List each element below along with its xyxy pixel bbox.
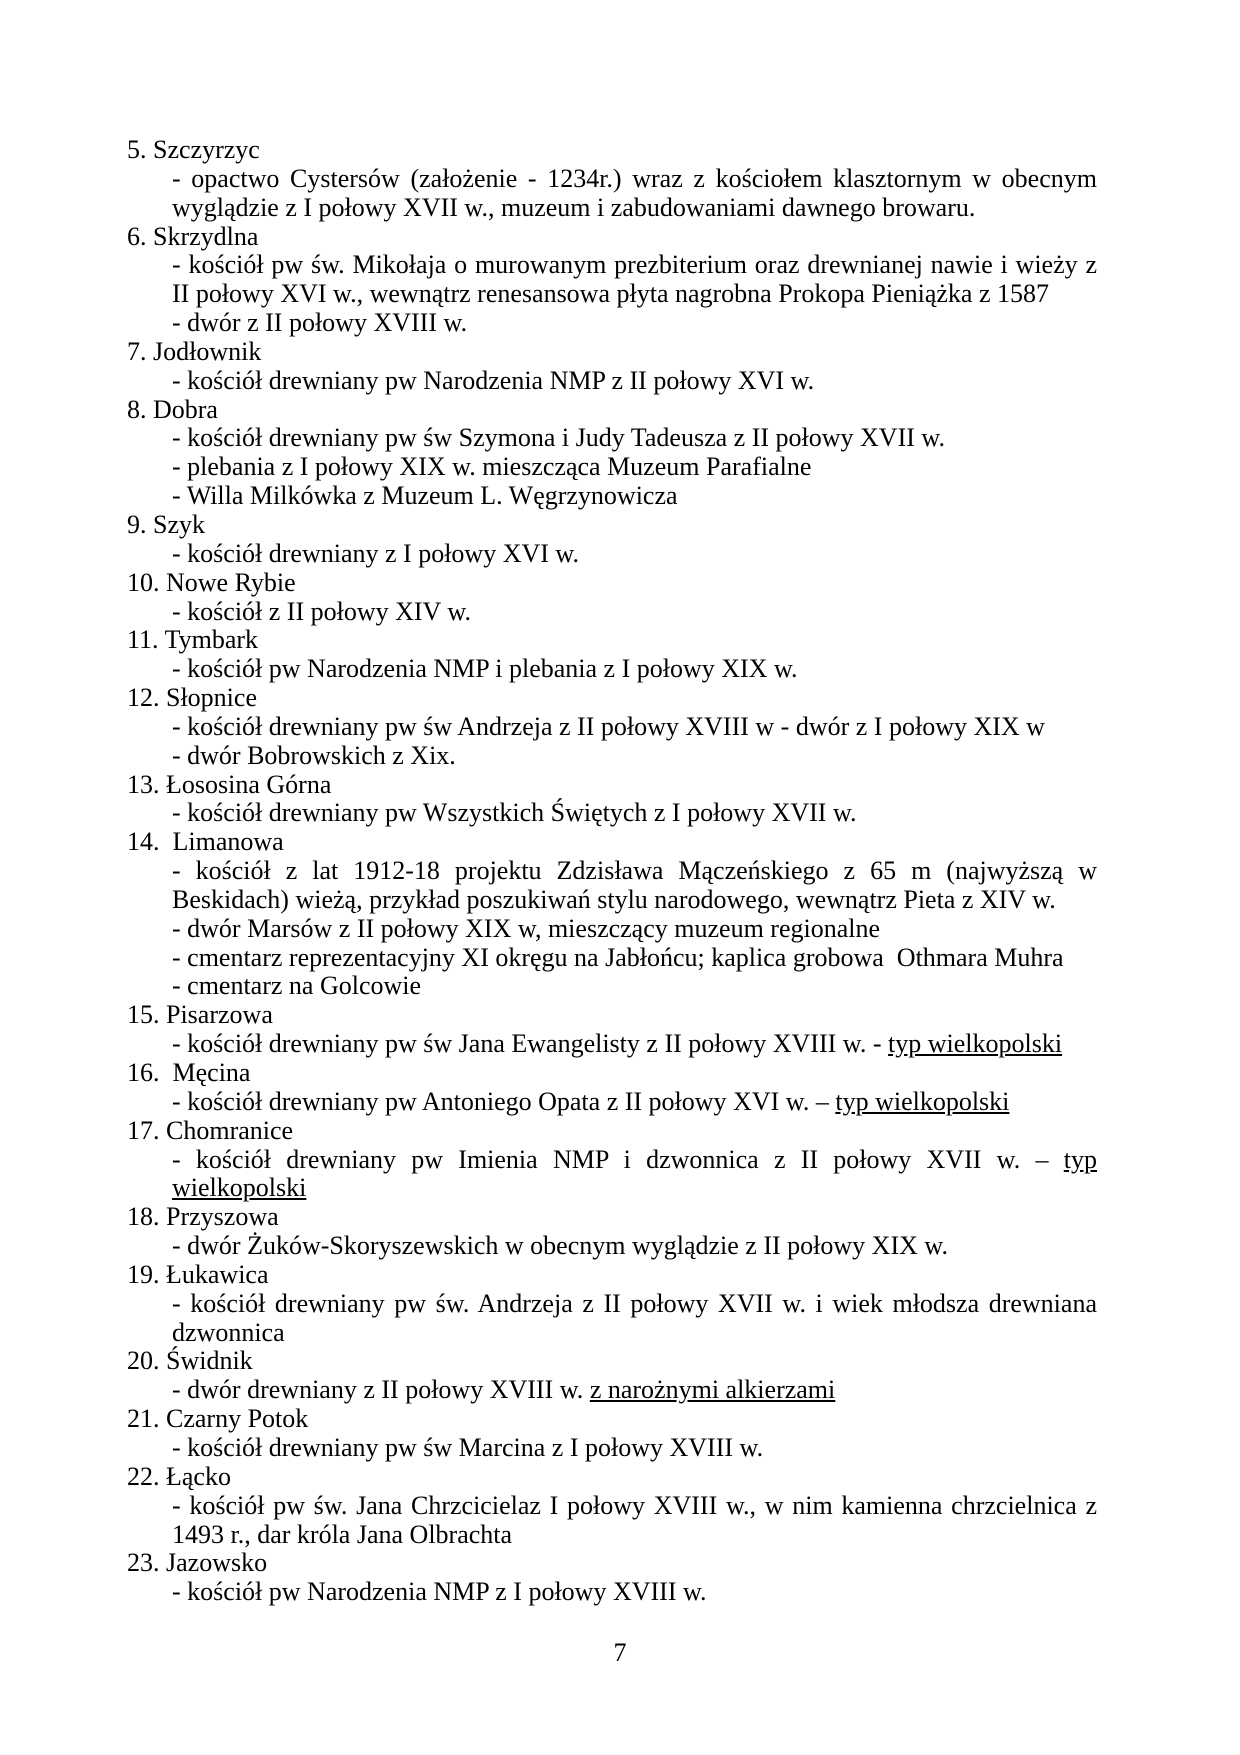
- line-text: - kościół z II połowy XIV w.: [172, 596, 471, 626]
- line-text: - kościół pw Narodzenia NMP i plebania z I połowy XIX w.: [172, 654, 798, 684]
- line-text: - kościół pw św. Jana Chrzcicielaz I połowy XVIII w., w nim kamienna chrzcielnica z: [172, 1490, 1097, 1520]
- list-item-title: 5. Szczyrzyc: [127, 135, 260, 164]
- list-item-title: 7. Jodłownik: [127, 336, 262, 366]
- line-text: - kościół pw św. Mikołaja o murowanym prezbiterium oraz drewnianej nawie i wieży z: [172, 250, 1097, 280]
- list-item-line: [127, 540, 1097, 569]
- list-item: [127, 396, 1097, 511]
- line-text: - kościół z lat 1912-18 projektu Zdzisława Mączeńskiego z 65 m (najwyższą w: [172, 856, 1097, 886]
- list-item: [127, 511, 1097, 569]
- list-item-line: [127, 1146, 1097, 1175]
- list-item-line: [127, 251, 1097, 280]
- underlined-text: typ wielkopolski: [835, 1086, 1010, 1116]
- list-item: [127, 136, 1097, 223]
- list-item-line: [127, 165, 1097, 194]
- underlined-text: z narożnymi alkierzami: [589, 1375, 836, 1405]
- line-text: - kościół drewniany pw Narodzenia NMP z II połowy XVI w.: [172, 365, 815, 395]
- line-text: wyglądzie z I połowy XVII w., muzeum i zabudowaniami dawnego browaru.: [172, 192, 976, 222]
- list-item-line: [127, 1290, 1097, 1319]
- list-item: [127, 1117, 1097, 1204]
- line-text: - kościół drewniany pw św Szymona i Judy Tadeusza z II połowy XVII w.: [172, 423, 945, 453]
- line-text: - cmentarz na Golcowie: [172, 971, 422, 1001]
- list-item-line: [127, 799, 1097, 828]
- list-item-line: [127, 482, 1097, 511]
- list-item: [127, 1261, 1097, 1348]
- line-text: dzwonnica: [172, 1317, 285, 1347]
- list-item-title: 20. Świdnik: [127, 1346, 253, 1376]
- list-item-line: [127, 309, 1097, 338]
- list-item-line: [127, 1492, 1097, 1521]
- list-item-line: [127, 598, 1097, 627]
- list-item-title: 13. Łososina Górna: [127, 769, 332, 799]
- list-item-title: 21. Czarny Potok: [127, 1404, 309, 1434]
- line-text: - kościół drewniany pw św Marcina z I połowy XVIII w.: [172, 1432, 764, 1462]
- list-item-line: [127, 857, 1097, 886]
- list-item: [127, 1549, 1097, 1607]
- line-text: - opactwo Cystersów (założenie - 1234r.) wraz z kościołem klasztornym w obecnym: [172, 163, 1097, 193]
- list-item: [127, 771, 1097, 829]
- list-item-line: [127, 1578, 1097, 1607]
- list-item: [127, 1405, 1097, 1463]
- line-text: - kościół drewniany pw Imienia NMP i dzwonnica z II połowy XVII w. –: [172, 1144, 1064, 1174]
- line-text: - dwór drewniany z II połowy XVIII w.: [172, 1375, 590, 1405]
- list-item-line: [127, 453, 1097, 482]
- line-text: Beskidach) wieżą, przykład poszukiwań stylu narodowego, wewnątrz Pieta z XIV w.: [172, 884, 1056, 914]
- list-item-title: 22. Łącko: [127, 1461, 231, 1491]
- list-item-line: [127, 1232, 1097, 1261]
- line-text: - dwór Marsów z II połowy XIX w, mieszczący muzeum regionalne: [172, 913, 881, 943]
- list-item-line: [127, 280, 1097, 309]
- list-item: [127, 684, 1097, 771]
- line-text: - kościół drewniany z I połowy XVI w.: [172, 538, 579, 568]
- monument-list: [127, 136, 1097, 1607]
- list-item-title: 10. Nowe Rybie: [127, 567, 296, 597]
- line-text: - cmentarz reprezentacyjny XI okręgu na Jabłońcu; kaplica grobowa Othmara Muhra: [172, 942, 1064, 972]
- list-item-line: [127, 1319, 1097, 1348]
- list-item: [127, 1463, 1097, 1550]
- line-text: - kościół drewniany pw św. Andrzeja z II połowy XVII w. i wiek młodsza drewniana: [172, 1288, 1097, 1318]
- list-item-title: 17. Chomranice: [127, 1115, 294, 1145]
- list-item: [127, 1203, 1097, 1261]
- list-item-line: [127, 713, 1097, 742]
- page-number: 7: [613, 1638, 627, 1667]
- list-item-title: 16. Męcina: [127, 1058, 251, 1087]
- underlined-text: typ wielkopolski: [888, 1029, 1063, 1059]
- list-item-title: 14. Limanowa: [127, 827, 284, 857]
- list-item: [127, 223, 1097, 338]
- line-text: II połowy XVI w., wewnątrz renesansowa płyta nagrobna Prokopa Pieniążka z 1587: [172, 279, 1049, 309]
- list-item-line: [127, 1376, 1097, 1405]
- list-item-line: [127, 1174, 1097, 1203]
- list-item-title: 18. Przyszowa: [127, 1202, 279, 1232]
- underlined-text: wielkopolski: [172, 1173, 307, 1203]
- list-item-title: 15. Pisarzowa: [127, 1000, 273, 1030]
- list-item: [127, 1001, 1097, 1059]
- list-item-title: 8. Dobra: [127, 394, 218, 424]
- list-item: [127, 1059, 1097, 1117]
- list-item-line: [127, 424, 1097, 453]
- underlined-text: typ: [1063, 1144, 1097, 1174]
- list-item-line: [127, 1030, 1097, 1059]
- list-item-line: [127, 1434, 1097, 1463]
- line-text: - dwór Żuków-Skoryszewskich w obecnym wyglądzie z II połowy XIX w.: [172, 1231, 948, 1261]
- list-item-title: 6. Skrzydlna: [127, 221, 259, 251]
- line-text: - Willa Milkówka z Muzeum L. Węgrzynowicza: [172, 481, 678, 511]
- list-item: [127, 828, 1097, 1001]
- line-text: - kościół drewniany pw św Andrzeja z II połowy XVIII w - dwór z I połowy XIX w: [172, 711, 1045, 741]
- list-item-line: [127, 1088, 1097, 1117]
- list-item-line: [127, 886, 1097, 915]
- list-item-title: 23. Jazowsko: [127, 1548, 268, 1578]
- list-item-title: 19. Łukawica: [127, 1259, 269, 1289]
- list-item-line: [127, 742, 1097, 771]
- line-text: - kościół drewniany pw św Jana Ewangelisty z II połowy XVIII w. -: [172, 1029, 889, 1059]
- list-item-line: [127, 915, 1097, 944]
- list-item-title: 9. Szyk: [127, 509, 205, 539]
- list-item: [127, 1347, 1097, 1405]
- list-item-title: 11. Tymbark: [127, 625, 259, 655]
- line-text: - dwór Bobrowskich z Xix.: [172, 740, 456, 770]
- list-item: [127, 338, 1097, 396]
- line-text: - kościół drewniany pw Antoniego Opata z II połowy XVI w. –: [172, 1086, 836, 1116]
- list-item-line: [127, 194, 1097, 223]
- list-item-line: [127, 1521, 1097, 1550]
- line-text: - kościół drewniany pw Wszystkich Świętych z I połowy XVII w.: [172, 798, 857, 828]
- list-item: [127, 569, 1097, 627]
- list-item-line: [127, 367, 1097, 396]
- list-item-line: [127, 655, 1097, 684]
- line-text: - dwór z II połowy XVIII w.: [172, 308, 468, 338]
- line-text: - plebania z I połowy XIX w. mieszcząca Muzeum Parafialne: [172, 452, 812, 482]
- line-text: - kościół pw Narodzenia NMP z I połowy XVIII w.: [172, 1577, 707, 1607]
- list-item-line: [127, 972, 1097, 1001]
- line-text: 1493 r., dar króla Jana Olbrachta: [172, 1519, 513, 1549]
- list-item-line: [127, 944, 1097, 973]
- list-item: [127, 626, 1097, 684]
- list-item-title: 12. Słopnice: [127, 683, 257, 713]
